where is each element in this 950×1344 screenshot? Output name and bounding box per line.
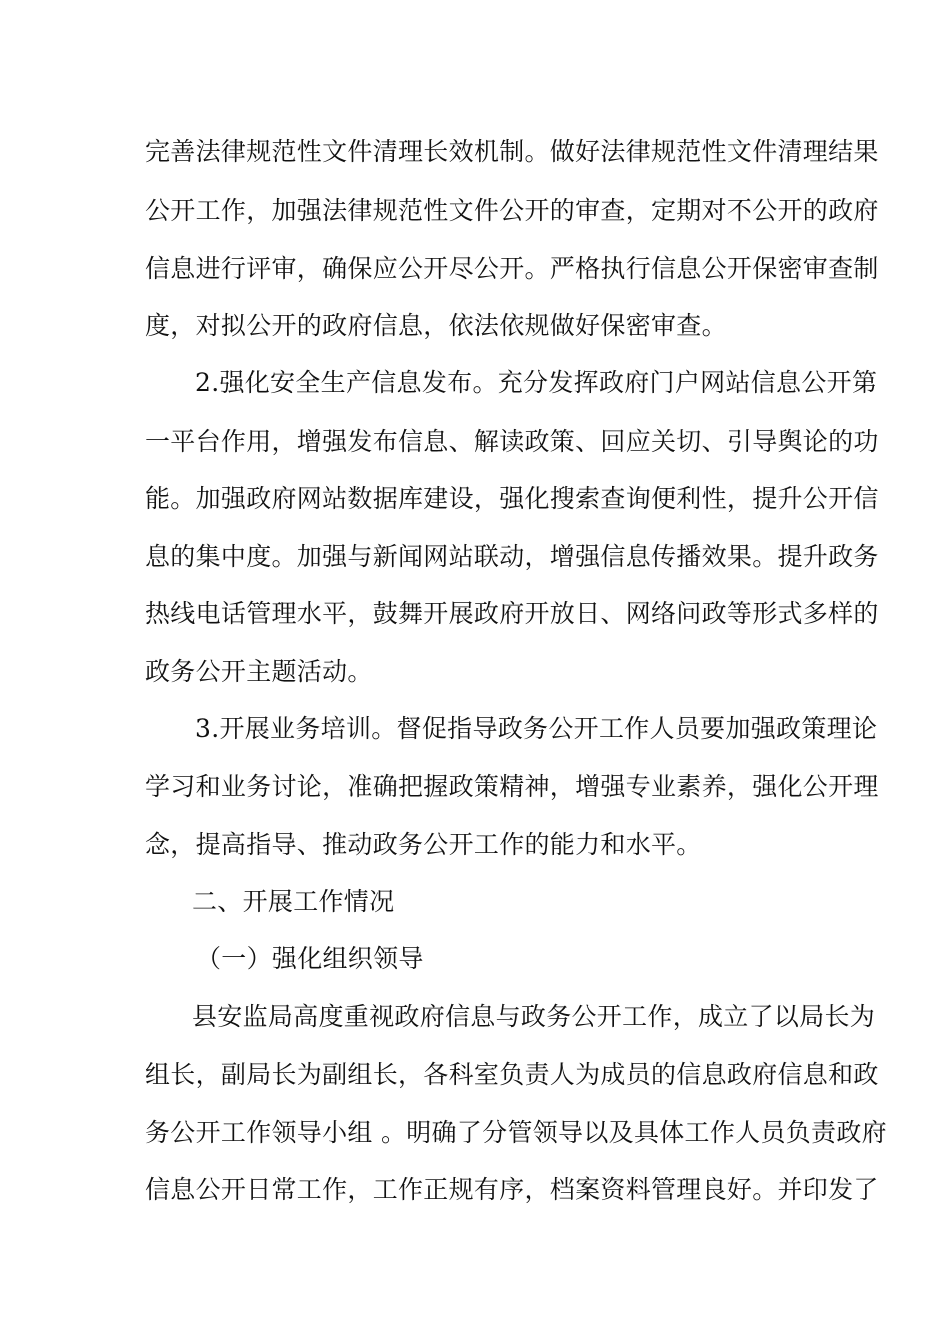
section-heading: 二、开展工作情况 — [192, 887, 395, 916]
body-line-17: 组长，副局长为副组长，各科室负责人为成员的信息政府信息和政 — [145, 1060, 879, 1089]
body-line-13: 念，提高指导、推动政务公开工作的能力和水平。 — [145, 830, 702, 859]
body-line-16: 县安监局高度重视政府信息与政务公开工作，成立了以局长为 — [192, 1002, 876, 1031]
body-line-7: 能。加强政府网站数据库建设，强化搜索查询便利性，提升公开信 — [145, 484, 879, 513]
body-line-12: 学习和业务讨论，准确把握政策精神，增强专业素养，强化公开理 — [145, 772, 879, 801]
body-line-1: 完善法律规范性文件清理长效机制。做好法律规范性文件清理结果 — [145, 137, 879, 166]
body-line-10: 政务公开主题活动。 — [145, 657, 373, 686]
body-line-8: 息的集中度。加强与新闻网站联动，增强信息传播效果。提升政务 — [145, 542, 879, 571]
body-line-5: 2.强化安全生产信息发布。充分发挥政府门户网站信息公开第 — [195, 368, 878, 397]
body-line-2: 公开工作，加强法律规范性文件公开的审查，定期对不公开的政府 — [145, 196, 879, 225]
body-line-3: 信息进行评审，确保应公开尽公开。严格执行信息公开保密审查制 — [145, 254, 879, 283]
subsection-heading: （一）强化组织领导 — [196, 944, 424, 973]
body-line-9: 热线电话管理水平，鼓舞开展政府开放日、网络问政等形式多样的 — [145, 599, 879, 628]
body-line-11: 3.开展业务培训。督促指导政务公开工作人员要加强政策理论 — [195, 714, 878, 743]
body-line-18: 务公开工作领导小组 。明确了分管领导以及具体工作人员负责政府 — [145, 1118, 887, 1147]
body-line-6: 一平台作用，增强发布信息、解读政策、回应关切、引导舆论的功 — [145, 427, 879, 456]
body-line-19: 信息公开日常工作，工作正规有序，档案资料管理良好。并印发了 — [145, 1175, 879, 1204]
body-line-4: 度，对拟公开的政府信息，依法依规做好保密审查。 — [145, 311, 727, 340]
